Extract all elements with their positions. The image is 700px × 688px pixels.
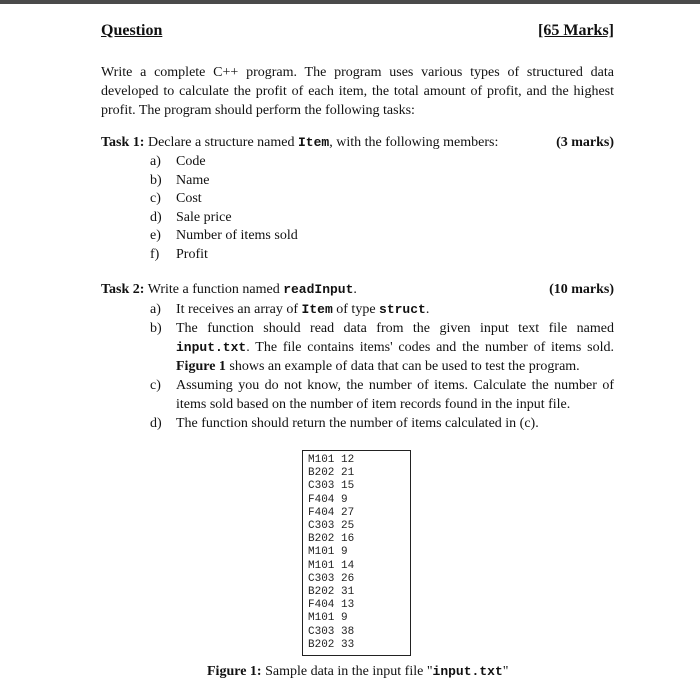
- data-line: M101 9: [308, 612, 348, 625]
- task-2-label: Task 2:: [101, 282, 145, 297]
- data-line: M101 14: [308, 559, 355, 572]
- data-line: C303 38: [308, 625, 355, 638]
- data-line: C303 25: [308, 520, 355, 533]
- data-line: B202 31: [308, 586, 355, 599]
- task-2-marks: (10 marks): [549, 282, 614, 297]
- data-line: B202 33: [308, 638, 355, 651]
- task-1-code: Item: [297, 135, 330, 150]
- data-line: C303 26: [308, 572, 355, 585]
- figure-caption: Figure 1: Sample data in the input file "input.txt": [207, 664, 509, 679]
- data-line: B202 16: [308, 533, 355, 546]
- data-line: B202 21: [308, 467, 355, 480]
- document-page: Question [65 Marks] Write a complete C++ program. The program uses various types of structured data developed to calculate the profit of each item, the total amount of profit, and the highest profit. The program should perform the following tasks: Task 1: Declare a structure named Item, with the following members: (3 marks) a) Code b) Name c) Cost d) Sale price e) Number of items sold f) Profit Task 2: Write a function named readInput. (10 marks) a) It receives an array of Item of type struct. b) The function should read data from the given input text file named input.txt. The file contains items' codes and the number of items sold. Figure 1 shows an example of data that can be used to test the program. c) Assuming you do not know, the number of items. Calculate the number of items sold based on the number of item records found in the input file. d) The function should return the number of items calculated in (c). M101 12 B202 21 C303 15 F404 9 F404 27 C303 25 B202 16 M101 9 M101 14 C303 26 B202 31 F404 13 M101 9 C303 38 B202 33 Figure 1: Sample data in the input file "input.txt": [0, 4, 700, 688]
- data-line: M101 12: [308, 454, 355, 466]
- data-line: F404 13: [308, 599, 355, 612]
- task-1-heading: Task 1: Declare a structure named Item, with the following members: (3 marks): [101, 135, 614, 150]
- data-line: F404 27: [308, 506, 355, 519]
- task-2-heading: Task 2: Write a function named readInput. (10 marks): [101, 282, 614, 297]
- task-2-code: readInput: [283, 282, 354, 297]
- data-line: C303 15: [308, 480, 355, 493]
- data-line: F404 9: [308, 493, 348, 506]
- data-line: M101 9: [308, 546, 348, 559]
- task-1-label: Task 1:: [101, 135, 145, 150]
- question-title: Question: [101, 22, 163, 39]
- total-marks: [65 Marks]: [538, 22, 614, 39]
- question-header: [101, 22, 614, 44]
- task-1-marks: (3 marks): [556, 135, 614, 150]
- sample-data-box: [302, 450, 411, 656]
- intro-paragraph: Write a complete C++ program. The program uses various types of structured data developed to calculate the profit of each item, the total amount of profit, and the highest profit. The program should perform the following tasks:: [101, 65, 614, 118]
